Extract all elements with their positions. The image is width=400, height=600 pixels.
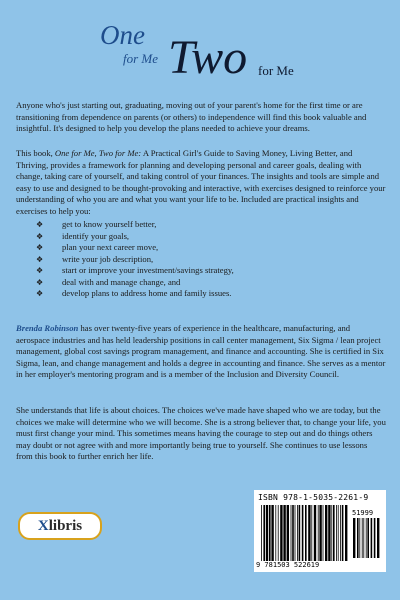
barcode-bar [261,505,262,561]
list-item: ❖ plan your next career move, [36,242,159,252]
intro-text: Anyone who's just starting out, graduating, moving out of your parent's home for the first time or are transitioning from dependence on parents (or others) to independence will find this book valuable and insightful. It's designed to help you develop the plans needed to achieve your dreams. [16,100,367,134]
barcode-bar [280,505,282,561]
closing-text: She understands that life is about choices. The choices we've made have shaped who we are today, but the choices we make will determine who we will become. She is a strong believer that, to change your life, you must first change your mind. This sometimes means having the courage to step out and do things others may doubt or not agree with and more importantly being true to yourself. She continues to use lessons from this book to further enrich her life. [16,405,386,462]
barcode-bar [266,505,268,561]
title-for-me: for Me [258,63,294,78]
barcode-bar [340,505,341,561]
list-item: ❖ write your job description, [36,253,154,264]
title-one: One [100,20,145,50]
diamond-bullet-icon: ❖ [36,231,44,241]
barcode-bar [287,505,289,561]
barcode-bar [333,505,335,561]
title-for-me-small: for Me [123,51,159,66]
barcode-bar [291,505,292,561]
barcode-bar [377,518,379,558]
addon-barcode-bars [352,518,380,558]
barcode-bar [342,505,344,561]
title-two: Two [168,31,248,84]
barcode-bar [362,518,363,558]
barcode-bar [311,505,312,561]
barcode-bar [363,518,364,558]
barcode-bar [359,518,360,558]
barcode-bar [283,505,285,561]
ean-barcode-bars [260,505,348,561]
publisher-logo-x: X [37,517,49,534]
barcode-bar [297,505,298,561]
barcode-bar [275,505,276,561]
barcode-bar [278,505,279,561]
price-code: 51999 [352,509,374,517]
list-item: ❖ deal with and manage change, and [36,276,181,287]
diamond-bullet-icon: ❖ [36,243,44,252]
barcode-bar [292,505,294,561]
barcode-bar [371,518,373,558]
diamond-bullet-icon: ❖ [36,266,44,275]
barcode-bar [331,505,332,561]
barcode-bar [308,505,310,561]
barcode-bar [302,505,304,561]
list-item: ❖ identify your goals, [36,230,130,241]
barcode-bar [323,505,324,561]
isbn-barcode [254,490,386,572]
barcode-bar [263,505,265,561]
barcode-bar [374,518,376,558]
book-title [0,0,400,90]
author-name: Brenda Robinson [16,323,79,333]
book-description-lead: This book, [16,148,55,158]
barcode-bar [353,518,355,558]
barcode-bar [336,505,337,561]
diamond-bullet-icon: ❖ [36,254,44,264]
ean-digits: 9 781503 522619 [256,561,320,569]
barcode-bar [319,505,321,561]
barcode-bar [269,505,271,561]
diamond-bullet-icon: ❖ [36,289,44,298]
barcode-bar [318,505,319,561]
closing-paragraph [16,405,386,463]
list-item: ❖ start or improve your investment/savings strategy, [36,265,234,275]
barcode-bar [295,505,296,561]
diamond-bullet-icon: ❖ [36,277,44,287]
author-bio-text: has over twenty-five years of experience in the healthcare, manufacturing, and aerospace industries and has held leadership positions in call center management, Six Sigma / lean project management, global cost savings program management, and finance and accounting. She is certified in Six Sigma, lean, and change management and holds a degree in accounting and finance. She serves as a mentor in her employer's mentoring program and is a member of the Inclusion and Diversity Council. [16,323,386,380]
barcode-bar [271,505,273,561]
barcode-bar [338,505,339,561]
book-description-text: A Practical Girl's Guide to Saving Money, Living Better, and Thriving, provides a framework for planning and developing personal and career goals, dealing with change, taking care of yourself, and taking control of your finances. The insights and tools are simple and easy to use and designed to be thought-provoking and interactive, with exercises designed to reinforce your understanding of who you are and what you want your life to be. Included are practical insights and exercises to help you: [16,148,386,216]
list-item: ❖ develop plans to address home and family issues. [36,288,232,298]
barcode-bar [345,505,347,561]
isbn-text: ISBN 978-1-5035-2261-9 [258,493,369,502]
insights-list [36,219,376,300]
barcode-bar [366,518,367,558]
book-description-paragraph [16,148,386,218]
barcode-bar [314,505,316,561]
book-title-italic: One for Me, Two for Me: [54,148,142,158]
barcode-bar [325,505,327,561]
barcode-bar [367,518,369,558]
publisher-logo-rest: libris [48,517,83,534]
publisher-logo [18,512,102,540]
barcode-bar [357,518,359,558]
intro-paragraph [16,100,386,135]
list-item: ❖ get to know yourself better, [36,219,157,229]
diamond-bullet-icon: ❖ [36,220,44,229]
barcode-bar [299,505,301,561]
barcode-bar [328,505,330,561]
barcode-bar [305,505,307,561]
author-bio-paragraph [16,323,386,381]
